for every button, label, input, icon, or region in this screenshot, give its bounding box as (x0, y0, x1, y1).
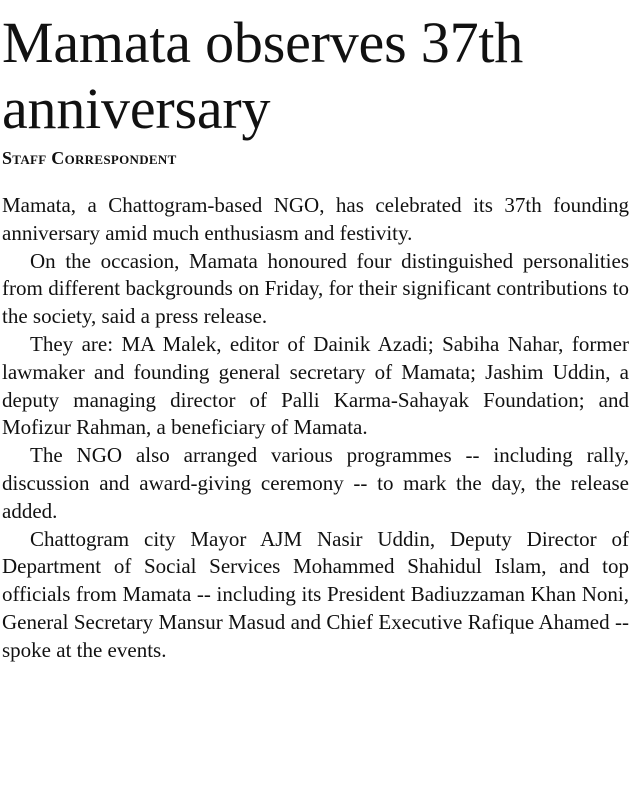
article-paragraph: Chattogram city Mayor AJM Nasir Uddin, Deputy Director of Department of Social Services Mohammed Shahidul Islam, and top officials from Mamata -- including its President Badiuzzaman Khan Noni, General Secretary Mansur Masud and Chief Executive Rafique Ahamed -- spoke at the events. (2, 526, 629, 662)
article-paragraph: They are: MA Malek, editor of Dainik Azadi; Sabiha Nahar, former lawmaker and founding general secretary of Mamata; Jashim Uddin, a deputy managing director of Palli Karma-Sahayak Foundation; and Mofizur Rahman, a beneficiary of Mamata. (2, 331, 629, 440)
article-headline: Mamata observes 37th anniversary (2, 10, 524, 141)
article-paragraph: The NGO also arranged various programmes -- including rally, discussion and award-giving ceremony -- to mark the day, the release added. (2, 443, 629, 523)
article-paragraph: On the occasion, Mamata honoured four distinguished personalities from different backgrounds on Friday, for their significant contributions to the society, said a press release. (2, 248, 629, 329)
news-article (0, 10, 629, 799)
article-body (2, 192, 629, 665)
article-paragraph: Mamata, a Chattogram-based NGO, has celebrated its 37th founding anniversary amid much enthusiasm and festivity. (2, 193, 629, 245)
article-byline: Staff Correspondent (2, 148, 177, 168)
